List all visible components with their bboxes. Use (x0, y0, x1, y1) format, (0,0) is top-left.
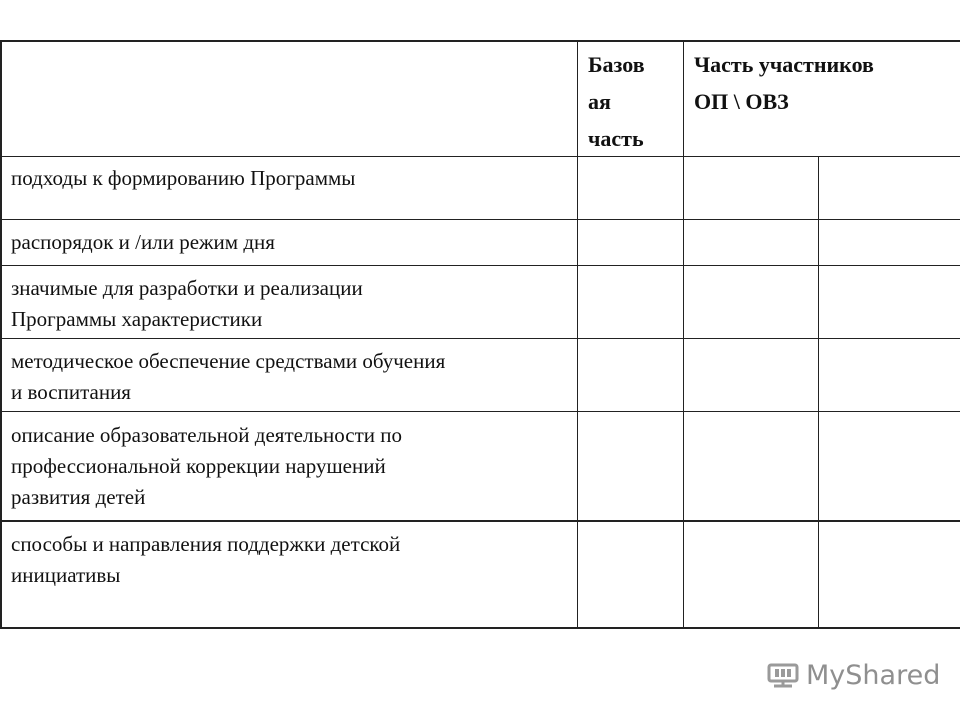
myshared-watermark (766, 656, 940, 694)
row-line: распорядок и /или режим дня (11, 230, 275, 254)
row-line: способы и направления поддержки детской (11, 532, 401, 556)
table-left-border (0, 40, 2, 629)
column-divider (818, 156, 819, 629)
table-row-label (11, 420, 402, 513)
row-divider (0, 520, 960, 522)
row-divider (0, 219, 960, 220)
header-line: ОП \ ОВЗ (694, 89, 789, 114)
row-line: инициативы (11, 563, 121, 587)
table-top-border (0, 40, 960, 42)
row-line: описание образовательной деятельности по (11, 423, 403, 447)
header-line: часть (588, 126, 644, 151)
row-line: развития детей (11, 485, 146, 509)
row-line: методическое обеспечение средствами обучения (11, 349, 446, 373)
column-divider (577, 40, 578, 629)
table-row-label (11, 346, 445, 408)
row-divider (0, 265, 960, 266)
header-line: Базов (588, 52, 645, 77)
header-cell-base-part (588, 46, 645, 157)
table-row-label (11, 163, 355, 194)
header-line: ая (588, 89, 611, 114)
row-line: и воспитания (11, 380, 131, 404)
header-line: Часть участников (694, 52, 874, 77)
row-line: значимые для разработки и реализации (11, 276, 363, 300)
table-bottom-border (0, 627, 960, 629)
row-line: подходы к формированию Программы (11, 166, 356, 190)
myshared-brand-text: MyShared (806, 659, 941, 691)
header-bottom-border (0, 156, 960, 157)
row-line: Программы характеристики (11, 307, 263, 331)
table-row-label (11, 529, 400, 591)
table-row-label (11, 273, 363, 335)
table-row-label (11, 227, 275, 258)
row-divider (0, 411, 960, 412)
column-divider (683, 40, 684, 629)
row-line: профессиональной коррекции нарушений (11, 454, 386, 478)
myshared-logo-icon (766, 658, 800, 692)
row-divider (0, 338, 960, 339)
header-cell-participants-part (694, 46, 874, 120)
